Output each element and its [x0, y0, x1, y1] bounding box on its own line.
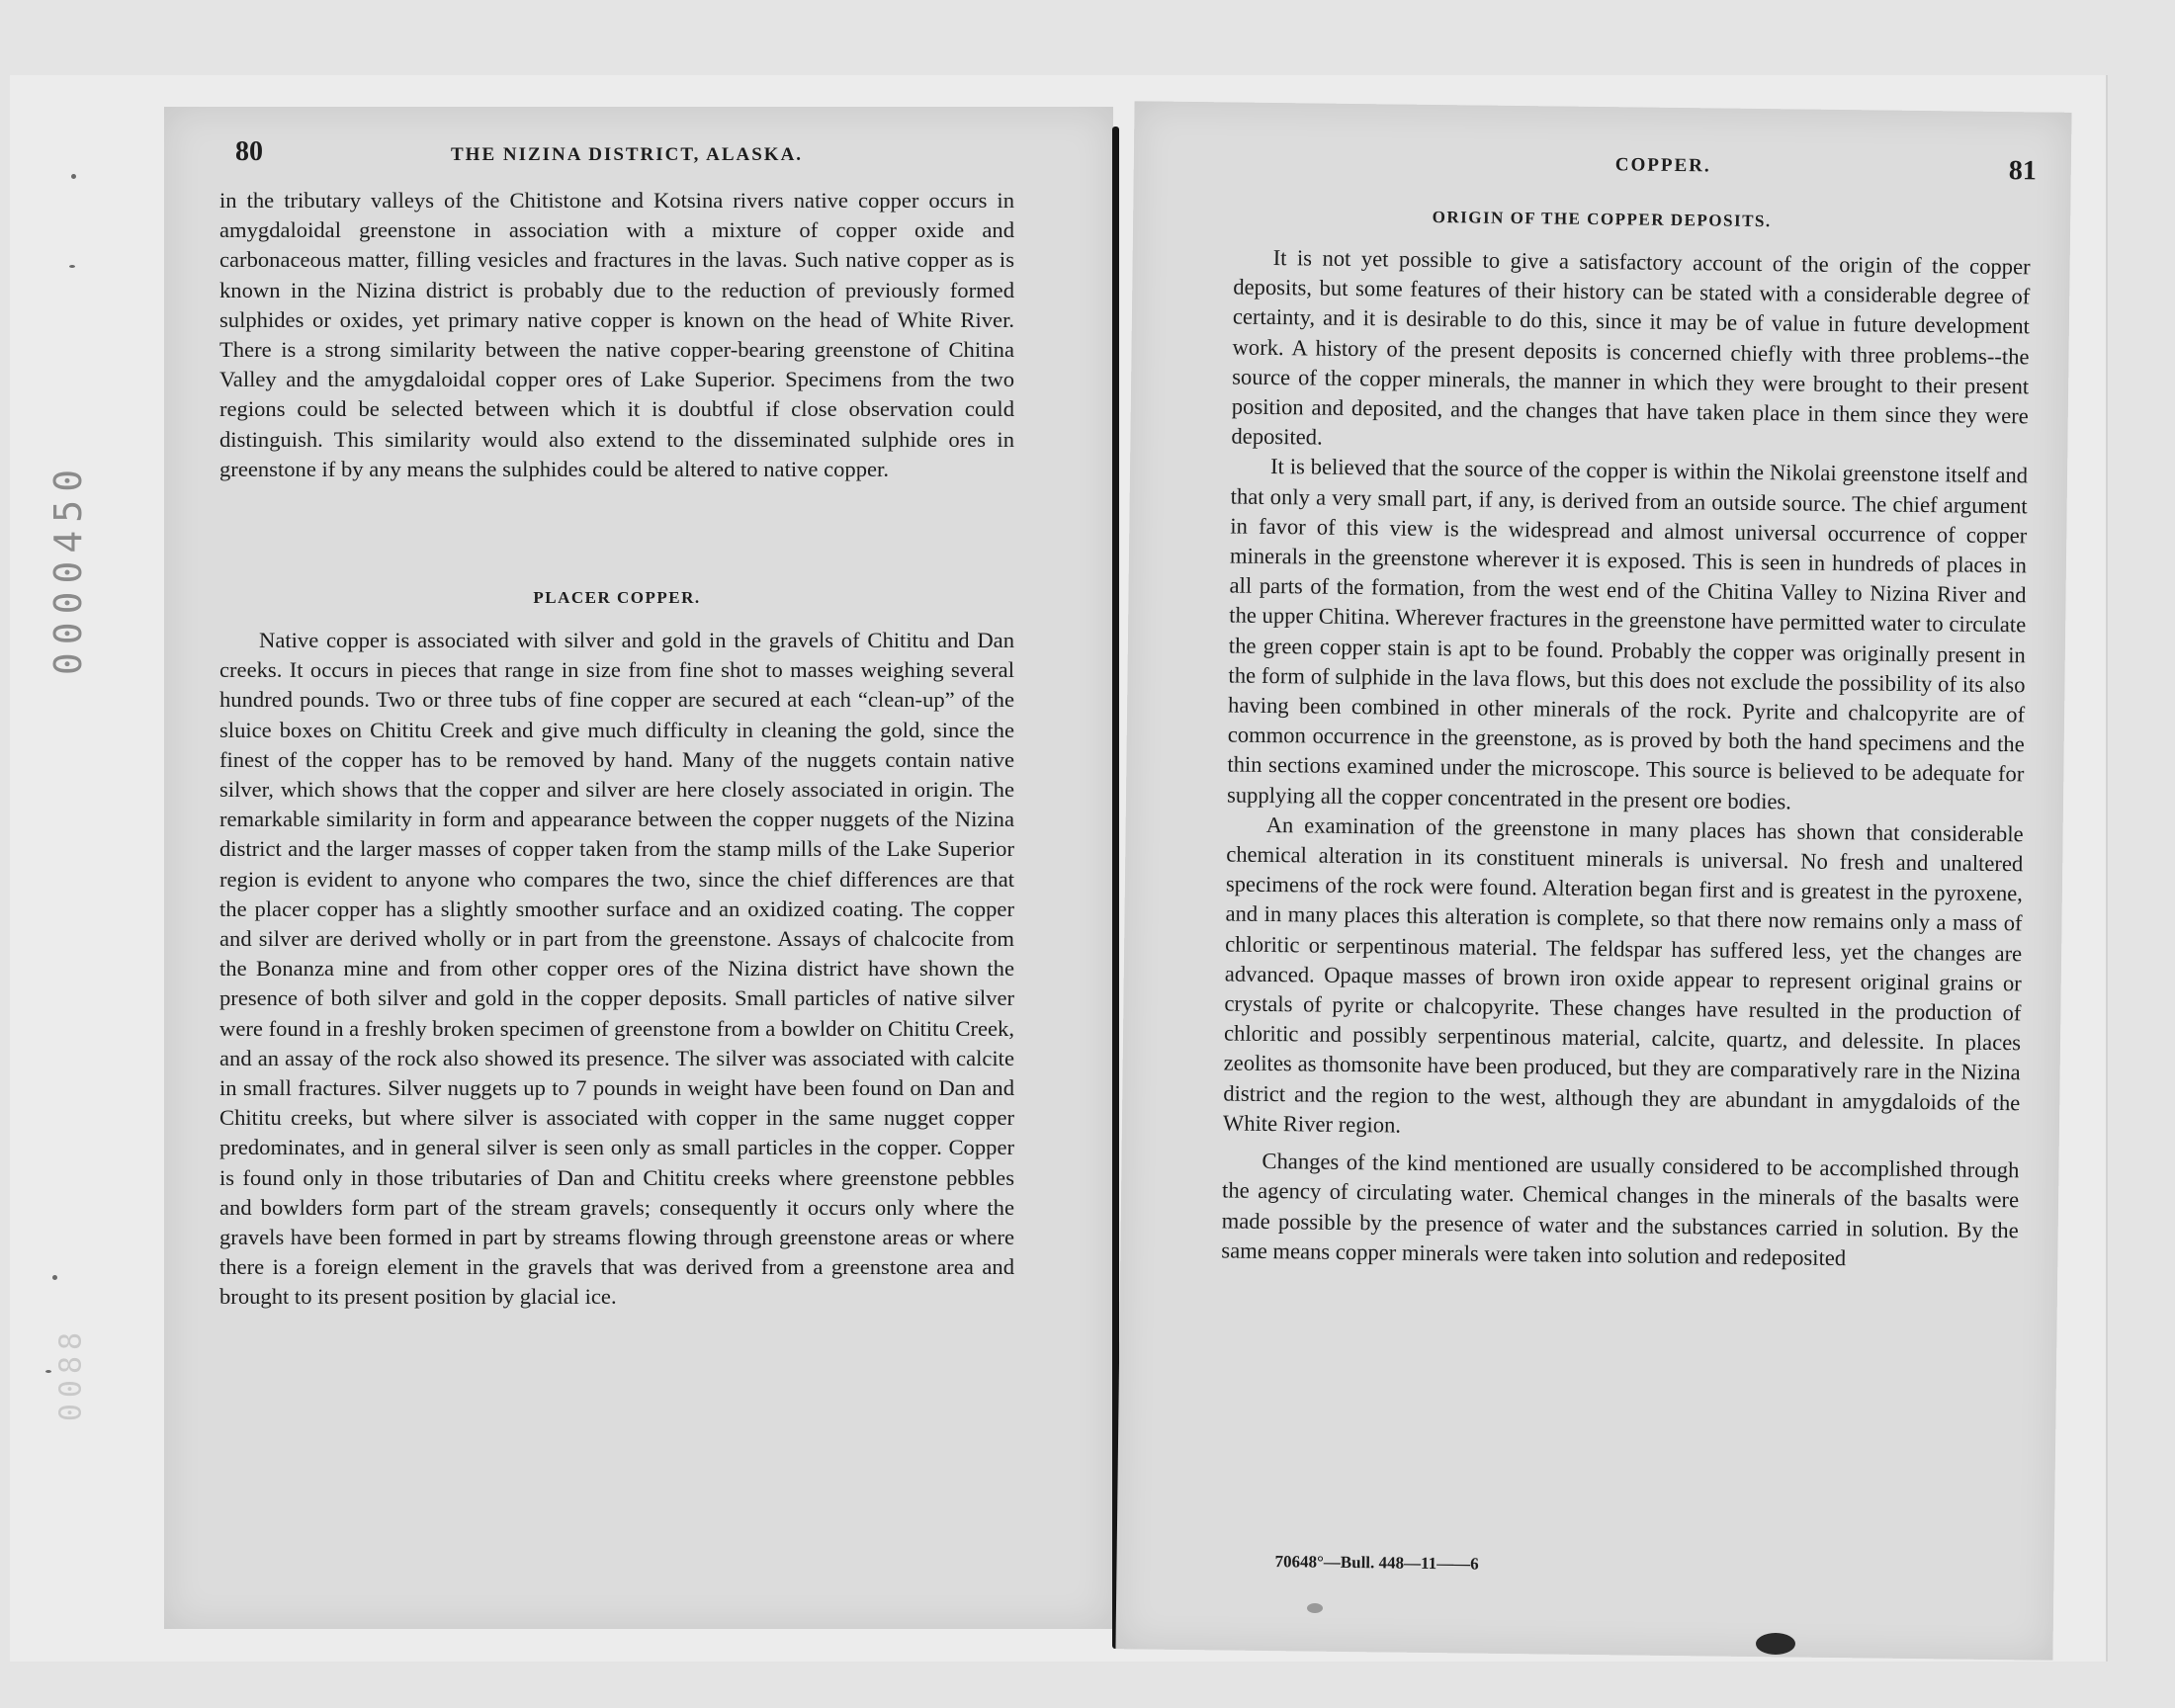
left-paragraph: Native copper is associated with silver and gold in the gravels of Chititu and Dan creeks. It occurs in pieces that range in size from fine shot to masses weighing several hundred pounds. Two or three tubs of fine copper are secured at each “clean-up” of the sluice boxes on Chititu Creek and give much difficulty in cleaning the gold, since the finest of the copper has to be removed by hand. Many of the nuggets contain native silver, which shows that the copper and silver are here closely associated in origin. The remarkable similarity in form and appearance between the copper nuggets of the Nizina district and the larger masses of copper taken from the stamp mills of the Lake Superior region is evident to anyone who compares the two, since the chief differences are that the placer copper has a slightly smoother surface and an oxidized coating. The copper and silver are derived wholly or in part from the greenstone. Assays of chalcocite from the Bonanza mine and from other copper ores of the Nizina district have shown the presence of both silver and gold in the copper deposits. Small particles of native silver were found in a freshly broken specimen of greenstone from a bowlder on Chititu Creek, and an assay of the rock also showed its presence. The silver was associated with calcite in small fractures. Silver nuggets up to 7 pounds in weight have been found on Dan and Chititu creeks, but where silver is associated with copper in the same nugget copper predominates, and in general silver is seen only as small particles in the copper. Copper is found only in those tributaries of Dan and Chititu creeks where greenstone pebbles and bowlders form part of the stream gravels; consequently it occurs only where the gravels have been formed in part by streams flowing through greenstone areas or where there is a foreign element in the gravels that was derived from a greenstone area and brought to its present position by glacial ice. — [219, 628, 1014, 1310]
right-page — [1115, 101, 2071, 1660]
right-paragraph: It is not yet possible to give a satisfactory account of the origin of the copper deposits, but some features of their history can be stated with a considerable degree of certainty, and it is desirable to do this, since it may be of value in future development work. A history of the present deposits is concerned chiefly with three problems--the source of the copper minerals, the manner in which they were brought to their present position and deposited, and the changes that have taken place in them since they were deposited. — [1231, 244, 2031, 450]
margin-dot — [69, 265, 75, 268]
left-running-head: THE NIZINA DISTRICT, ALASKA. — [451, 144, 804, 165]
left-text-column-2 — [219, 626, 1014, 1313]
margin-dot — [52, 1275, 57, 1280]
right-text-column — [1221, 243, 2031, 1276]
section-heading-origin: ORIGIN OF THE COPPER DEPOSITS. — [1432, 207, 1772, 231]
archive-stamp-number: 0000450 — [46, 461, 90, 676]
left-page-number: 80 — [235, 136, 263, 167]
small-smudge-mark — [1307, 1603, 1323, 1613]
smudge-mark — [1756, 1633, 1795, 1655]
section-heading-placer-copper: PLACER COPPER. — [533, 588, 701, 607]
right-paragraph: It is believed that the source of the copper is within the Nikolai greenstone itself and that only a very small part, if any, is derived from an outside source. The chief argument in favor of this view is the widespread and almost universal occurrence of copper minerals in the greenstone wherever it is exposed. This is seen in hundreds of places in all parts of the formation, from the west end of the Chitina Valley to Nizina River and the upper Chitina. Wherever fractures in the greenstone have permitted water to circulate the green copper stain is apt to be found. Probably the copper was originally present in the form of sulphide in the lava flows, but this does not exclude the possibility of its also having been combined in other minerals of the rock. Pyrite and chalcopyrite are of common occurrence in the greenstone, as is proved by both the hand specimens and the thin sections examined under the microscope. This source is believed to be adequate for supplying all the copper concentrated in the present ore bodies. — [1226, 454, 2029, 814]
margin-dot — [45, 1370, 51, 1373]
right-paragraph: An examination of the greenstone in many places has shown that considerable chemical alteration in its constituent minerals is universal. No fresh and unaltered specimens of the rock were found. Alteration began first and is greatest in the pyroxene, and in many places this alteration is complete, so that there now remains only a mass of chloritic or serpentinous material. The feldspar has suffered less, yet the changes are advanced. Opaque masses of brown iron oxide appear to represent original grains or crystals of pyrite or chalcopyrite. These changes have resulted in the production of chloritic and possibly serpentinous material, calcite, quartz, and delessite. In places zeolites as thomsonite have been produced, but they are comparatively rare in the Nizina district and the region to the west, although they are abundant in amygdaloids of the White River region. — [1222, 811, 2024, 1138]
printer-signature: 70648°—Bull. 448—11——6 — [1274, 1552, 1479, 1574]
right-running-head: COPPER. — [1614, 154, 1711, 177]
left-paragraph: in the tributary valleys of the Chitistone and Kotsina rivers native copper occurs in amygdaloidal greenstone in association with a mixture of copper oxide and carbonaceous matter, filling vesicles and fractures in the lavas. Such native copper as is known in the Nizina district is probably due to the reduction of previously formed sulphides or oxides, yet primary native copper is known on the head of White River. There is a strong similarity between the native copper-bearing greenstone of Chitina Valley and the amygdaloidal copper ores of Lake Superior. Specimens from the two regions could be selected between which it is doubtful if close observation could distinguish. This similarity would also extend to the disseminated sulphide ores in greenstone if by any means the sulphides could be altered to native copper. — [219, 188, 1014, 481]
left-text-column — [219, 186, 1014, 484]
left-page — [164, 107, 1113, 1629]
margin-dot — [71, 174, 76, 179]
right-paragraph: Changes of the kind mentioned are usually considered to be accomplished through the agency of circulating water. Chemical changes in the minerals of the basalts were made possible by the presence of water and the substances carried in solution. By the same means copper minerals were taken into solution and redeposited — [1221, 1149, 2020, 1270]
right-page-number: 81 — [2008, 155, 2037, 187]
faint-margin-stamp: 0088 — [53, 1325, 89, 1422]
